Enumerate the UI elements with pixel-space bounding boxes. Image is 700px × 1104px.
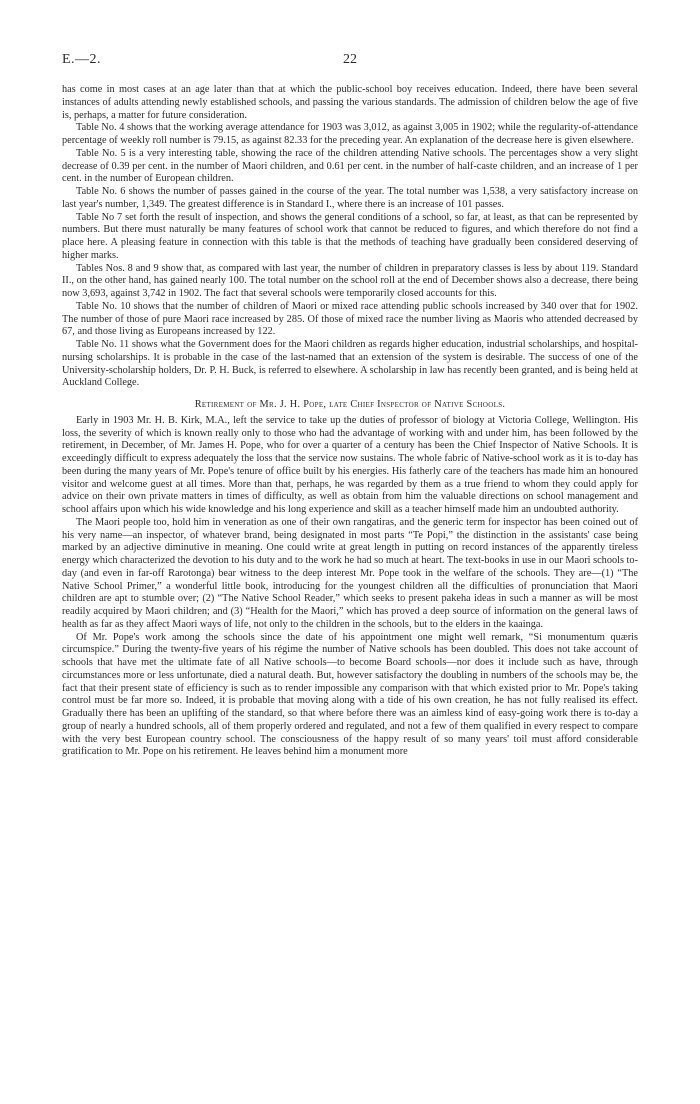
page-reference: E.—2.: [62, 52, 102, 67]
paragraph: Tables Nos. 8 and 9 show that, as compared with last year, the number of children in preparatory classes is less by about 119. Standard II., on the other hand, has gained nearly 100. The total number on the school roll at the end of December shows also a decrease, there being now 3,693, against 3,742 in 1902. The fact that several schools were temporarily closed accounts for this.: [62, 262, 638, 299]
paragraph: Table No. 6 shows the number of passes gained in the course of the year. The total number was 1,538, a very satisfactory increase on last year's number, 1,349. The greatest difference is in Standard I., where there is an increase of 101 passes.: [62, 186, 638, 210]
paragraph: Early in 1903 Mr. H. B. Kirk, M.A., left the service to take up the duties of professor of biology at Victoria College, Wellington. His loss, the severity of which is known really only to those who had the advantage of working with and under him, has been followed by the retirement, in December, of Mr. James H. Pope, who for over a quarter of a century has been the Chief Inspector of Native Schools. It is exceedingly difficult to express adequately the loss that the service now sustains. The whole fabric of Native-school work as it is to-day has been during the many years of Mr. Pope's tenure of office built by his energies. His fatherly care of the teachers has made him an honoured visitor and welcome guest at all times. More than that, perhaps, he was regarded by them as a true friend to whom they could apply for advice on their own private matters in times of difficulty, as well as obtain from him the valuable directions on school management and school affairs upon which his wide knowledge and his long experience and skill as a teacher himself made him an undoubted authority.: [62, 414, 638, 515]
page-number: 22: [343, 52, 357, 67]
paragraph: Table No 7 set forth the result of inspection, and shows the general conditions of a school, so far, at least, as that can be represented by numbers. But there must naturally be many features of school work that cannot be reduced to figures, and which therefore do not find a place here. A pleasing feature in connection with this table is that the methods of teaching have gradually been considered deserving of higher marks.: [62, 211, 638, 261]
paragraph: has come in most cases at an age later than that at which the public-school boy receives education. Indeed, there have been several instances of adults attending newly established schools, and passing the various standards. The admission of children below the age of five is, perhaps, a matter for future consideration.: [62, 84, 638, 121]
paragraph: Table No. 5 is a very interesting table, showing the race of the children attending Native schools. The percentages show a very slight decrease of 0.39 per cent. in the number of Maori children, and 0.61 per cent. in the number of half-caste children, and an increase of 1 per cent. in the number of European children.: [62, 147, 638, 185]
section-heading: Retirement of Mr. J. H. Pope, late Chief Inspector of Native Schools.: [194, 399, 506, 410]
body-text: [62, 84, 638, 759]
paragraph: Of Mr. Pope's work among the schools since the date of his appointment one might well remark, “Si monumentum quæris circumspice.” During the twenty-five years of his régime the number of Native schools has been doubled. This does not take account of schools that have met the ultimate fate of all Native schools—to become Board schools—nor does it include such as have, through circumstances more or less unfortunate, died a natural death. But, however satisfactory the doubling in numbers of the schools may be, the fact that their present state of efficiency is such as to render impossible any comparison with that which existed prior to Mr. Pope's taking control must be far more so. Indeed, it is probable that moving along with a tide of his own creation, he has not fully realised its effect. Gradually there has been an uplifting of the standard, so that where before there was an aimless kind of easy-going work there is to-day a group of nearly a hundred schools, all of them properly ordered and regulated, and not a few of them qualified in every respect to compare with the very best European country school. The consciousness of the happy result of so many years' toil must afford considerable gratification to Mr. Pope on his retirement. He leaves behind him a monument more: [62, 631, 638, 758]
paragraph: Table No. 10 shows that the number of children of Maori or mixed race attending public schools increased by 340 over that for 1902. The number of those of pure Maori race increased by 285. Of those of mixed race the number living as Maoris who attended decreased by 67, and those living as Europeans increased by 122.: [62, 300, 638, 338]
paragraph: Table No. 11 shows what the Government does for the Maori children as regards higher education, industrial scholarships, and hospital-nursing scholarships. It is probable in the case of the last-named that an extension of the system is desirable. The success of one of the University-scholarship holders, Dr. P. H. Buck, is referred to elsewhere. A scholarship in law has recently been granted, and is being held at Auckland College.: [62, 339, 638, 389]
paragraph: The Maori people too, hold him in veneration as one of their own rangatiras, and the generic term for inspector has been coined out of his very name—an inspector, of whatever brand, being designated in most parts “Te Popi,” the distinction in the assistants' case being marked by an adjective diminutive in meaning. One could write at great length in putting on record instances of the apparently tireless energy which characterized the devotion to his duty and to the work he had so much at heart. The text-books in use in our Maori schools to-day (and even in far-off Rarotonga) bear witness to the deep interest Mr. Pope took in the welfare of the schools. They are—(1) “The Native School Primer,” a wonderful little book, introducing for the youngest children all the difficulties of pronunciation that Maori children are apt to stumble over; (2) “The Native School Reader,” which seeks to present pakeha ideas in such a manner as will be most readily acquired by Maori children; and (3) “Health for the Maori,” which has proved a deep source of information on the general laws of health as far as they affect Maori ways of life, not only to the children in the schools, but to the elders in the kaainga.: [62, 516, 638, 630]
paragraph: Table No. 4 shows that the working average attendance for 1903 was 3,012, as against 3,005 in 1902; while the regularity-of-attendance percentage of weekly roll number is 79.15, as against 82.33 for the preceding year. An explanation of the decrease here is given elsewhere.: [62, 122, 638, 146]
page-header: [62, 52, 638, 72]
